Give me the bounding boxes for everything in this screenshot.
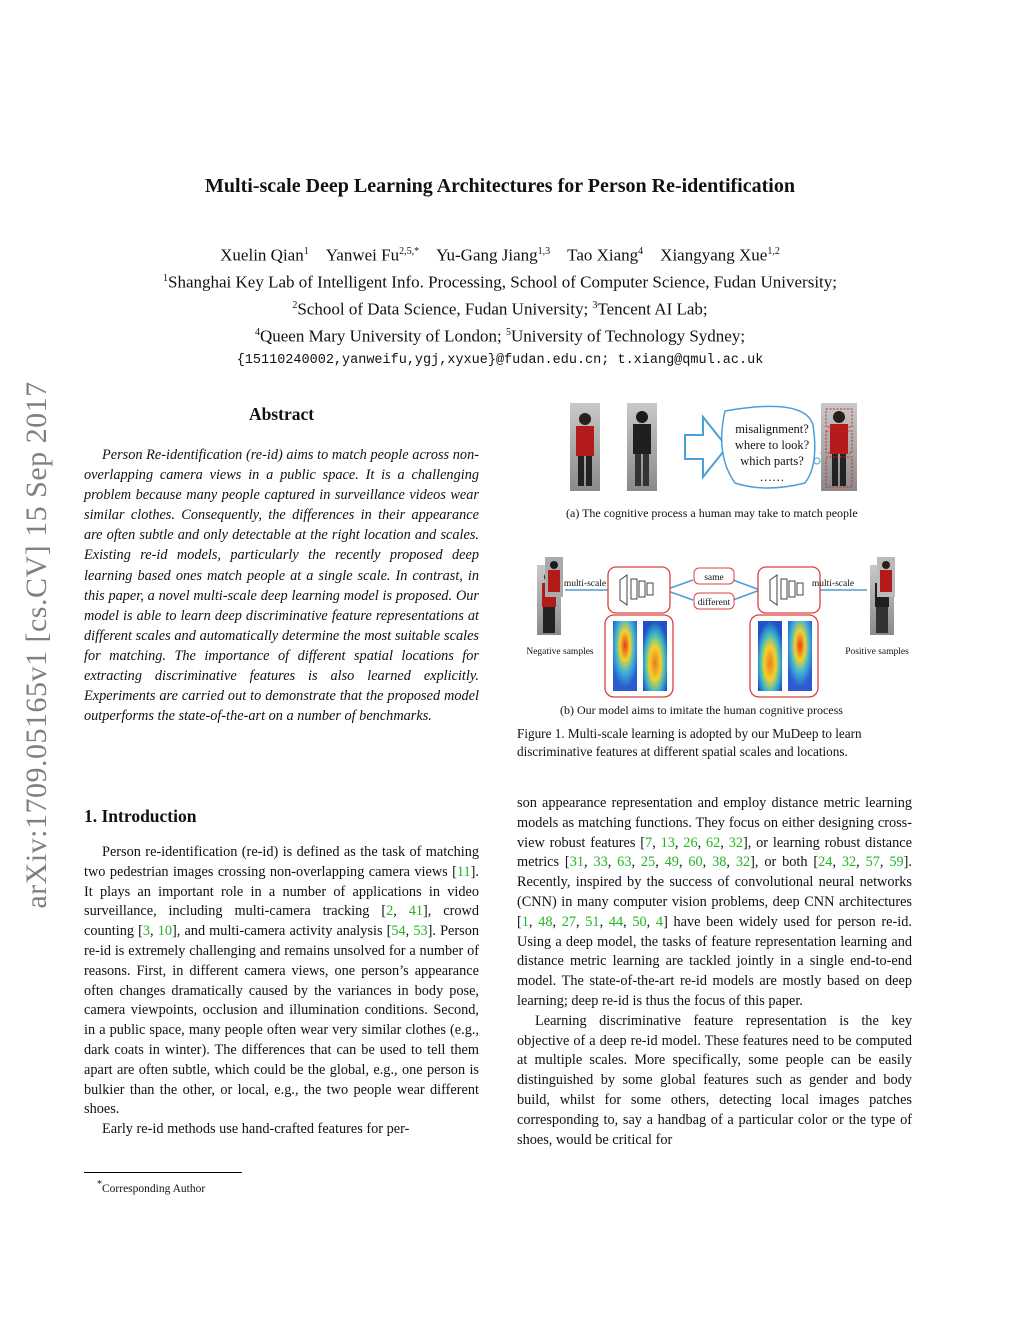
heatmap-panel-left <box>605 615 673 697</box>
abstract-heading: Abstract <box>248 404 315 424</box>
person-photo-a1 <box>570 403 600 491</box>
author-name: Yanwei Fu <box>325 245 400 265</box>
author-affiliation-marker: 4 <box>638 246 644 257</box>
citation-link[interactable]: 51 <box>585 913 600 930</box>
author-affiliation-marker: 1 <box>303 246 309 257</box>
citation-link[interactable]: 32 <box>841 854 857 871</box>
citation-link[interactable]: 26 <box>683 834 698 851</box>
figure-1 <box>515 395 915 715</box>
citation-link[interactable]: 32 <box>728 834 743 851</box>
citation-link[interactable]: 13 <box>660 834 675 851</box>
arxiv-identifier: arXiv:1709.05165v1 [cs.CV] 15 Sep 2017 <box>20 381 53 909</box>
network-right <box>758 567 820 613</box>
right-paragraph-1: son appearance representation and employ distance metric learning models as matching functions. They focus on either designing cross-view robust features [7, 13, 26, 62, 32], or learning robust distance metrics [31, 33, 63, 25, 49, 60, 38, 32], or both [24, 32, 57, 59]. Recently, inspired by the success of convolutional neural networks (CNN) in many computer vision problems, deep CNN architectures [1, 48, 27, 51, 44, 50, 4] have been widely used for person re-id. Using a deep model, the tasks of feature representation learning and distance metric learning are tackled jointly in a single end-to-end model. The state-of-the-art re-id models are mostly based on deep learning; deep re-id is thus the focus of this paper. <box>517 795 912 1009</box>
positive-sample-photos <box>870 557 895 635</box>
introduction-paragraph-1: Person re-identification (re-id) is defined as the task of matching two pedestrian images crossing non-overlapping camera views [11]. It plays an important role in a number of applications in video surveillance, including multi-camera tracking [2, 41], crowd counting [3, 10], and multi-camera activity analysis [54, 53]. Person re-id is extremely challenging and remains unsolved for a number of reasons. First, in different camera views, one person’s appearance often changes dramatically caused by the variances in body pose, camera viewpoints, occlusion and illumination conditions. Second, in a public space, many people often wear very similar clothes (e.g., dark coats in winter). The differences that can be used to tell them apart are often subtle, which could be the global, e.g., one person is bulkier than the other, or local, e.g., the two people wear different shoes. <box>84 844 479 1118</box>
bubble-line: …… <box>759 470 785 484</box>
citation-link[interactable]: 60 <box>688 854 703 871</box>
citation-link[interactable]: 53 <box>413 923 428 940</box>
citation-link[interactable]: 63 <box>617 854 632 871</box>
citation-link[interactable]: 31 <box>569 854 584 871</box>
author-name: Xiangyang Xue <box>660 245 768 265</box>
author-name: Tao Xiang <box>567 245 639 265</box>
citation-link[interactable]: 27 <box>561 913 577 930</box>
thought-bubble <box>722 406 825 488</box>
person-photo-a2 <box>627 403 657 491</box>
person-photo-annotated <box>821 403 857 491</box>
author-block <box>0 240 1000 372</box>
author-name: Xuelin Qian <box>220 245 304 265</box>
bubble-line: where to look? <box>734 438 810 452</box>
paper-title: Multi-scale Deep Learning Architectures for Person Re-identification <box>205 175 795 197</box>
network-left <box>608 567 670 613</box>
citation-link[interactable]: 54 <box>391 923 406 940</box>
author-name: Yu-Gang Jiang <box>436 245 538 265</box>
positive-samples-label: Positive samples <box>845 647 909 657</box>
citation-link[interactable]: 38 <box>712 854 727 871</box>
multi-scale-label-left: multi-scale <box>563 579 607 589</box>
negative-sample-photos <box>537 557 563 635</box>
affiliation-2-3: $^2$School of Data Science, Fudan University; $^3$Tencent AI Lab; <box>292 299 708 319</box>
citation-link[interactable]: 49 <box>664 854 679 871</box>
author-affiliation-marker: 2,5,* <box>399 246 420 257</box>
citation-link[interactable]: 32 <box>735 854 751 871</box>
introduction-heading: 1. Introduction <box>84 806 197 826</box>
arxiv-sidebar <box>12 345 62 945</box>
affiliation-1: $^1$Shanghai Key Lab of Intelligent Info. Processing, School of Computer Science, Fudan University; <box>162 272 837 292</box>
citation-link[interactable]: 3 <box>142 923 151 940</box>
citation-link[interactable]: 62 <box>706 834 721 851</box>
bubble-line: which parts? <box>740 454 804 468</box>
citation-link[interactable]: 57 <box>865 854 880 871</box>
citation-link[interactable]: 48 <box>538 913 553 930</box>
footnote: *Corresponding Author <box>97 1179 206 1195</box>
arrow-line <box>733 590 760 600</box>
citation-link[interactable]: 50 <box>632 913 647 930</box>
figure-caption-a: (a) The cognitive process a human may take to match people <box>566 506 858 520</box>
figure-1-caption: Figure 1. Multi-scale learning is adopted by our MuDeep to learn discriminative features at different spatial scales and locations. <box>517 726 862 759</box>
citation-link[interactable]: 2 <box>386 903 394 920</box>
citation-link[interactable]: 44 <box>608 913 624 930</box>
bubble-line: misalignment? <box>735 422 809 436</box>
author-line <box>0 240 1000 267</box>
heatmap-panel-right <box>750 615 818 697</box>
citation-link[interactable]: 1 <box>521 913 529 930</box>
citation-link[interactable]: 41 <box>408 903 424 920</box>
negative-samples-label: Negative samples <box>526 647 594 657</box>
arrow-shape <box>685 417 727 477</box>
introduction-body <box>84 843 479 1140</box>
citation-link[interactable]: 4 <box>655 913 664 930</box>
citation-link[interactable]: 59 <box>889 854 904 871</box>
abstract-text: Person Re-identification (re-id) aims to match people across non-overlapping camera views in a public space. It is a challenging problem because many people captured in surveillance videos wear similar clothes. Consequently, the differences in their appearance are often subtle and only detectable at the right location and scales. Existing re-id models, particularly the recently proposed deep learning based ones match people at a single scale. In contrast, in this paper, a novel multi-scale deep learning model is proposed. Our model is able to learn deep discriminative feature representations at different scales and automatically determine the most suitable scales for matching. The importance of different spatial locations for extracting discriminative features is also learned explicitly. Experiments are carried out to demonstrate that the proposed model outperforms the state-of-the-art on a number of benchmarks. <box>84 447 479 725</box>
introduction-paragraph-2: Early re-id methods use hand-crafted features for per- <box>102 1121 410 1138</box>
multi-scale-label-right: multi-scale <box>811 579 855 589</box>
same-label: same <box>704 573 724 583</box>
arrow-line <box>733 580 760 590</box>
affiliation-4-5: $^4$Queen Mary University of London; $^5$University of Technology Sydney; <box>254 327 746 347</box>
different-label: different <box>697 598 731 608</box>
footnote-rule <box>84 1172 242 1173</box>
citation-link[interactable]: 33 <box>593 854 608 871</box>
author-affiliation-marker: 1,2 <box>767 246 780 257</box>
citation-link[interactable]: 24 <box>818 854 833 871</box>
author-affiliation-marker: 1,3 <box>537 246 551 257</box>
author-emails: {15110240002,yanweifu,ygj,xyxue}@fudan.edu.cn; t.xiang@qmul.ac.uk <box>236 352 764 368</box>
figure-caption-b: (b) Our model aims to imitate the human cognitive process <box>560 703 843 717</box>
right-paragraph-2: Learning discriminative feature representation is the key objective of a deep re-id model. These features need to be computed at multiple scales. More specifically, some people can be easily distinguished by some global features such as gender and body build, whilst for some others, detecting local images patches corresponding to, say a handbag of a particular color or the type of shoes, would be critical for <box>517 1012 912 1148</box>
citation-link[interactable]: 11 <box>456 863 471 880</box>
citation-link[interactable]: 7 <box>645 834 653 851</box>
citation-link[interactable]: 10 <box>157 923 173 940</box>
citation-link[interactable]: 25 <box>640 854 656 871</box>
right-column-body <box>517 794 912 1150</box>
